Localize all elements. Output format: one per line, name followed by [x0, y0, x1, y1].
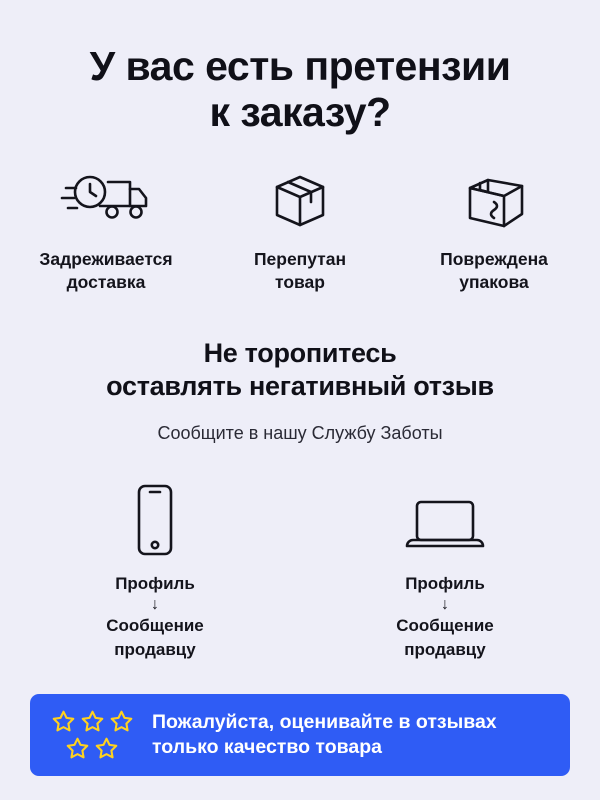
reason-item-damaged-package	[419, 168, 569, 295]
device-steps-desktop: Профиль ↓ Сообщение продавцу	[396, 573, 494, 659]
section-subtitle-line-2: оставлять негативный отзыв	[106, 371, 494, 401]
device-item-desktop	[360, 480, 530, 662]
arrow-down-icon: ↓	[151, 596, 159, 614]
reason-label-delivery: Задреживается доставка	[39, 248, 173, 293]
arrow-down-icon: ↓	[441, 596, 449, 614]
section-subtitle-line-1: Не торопитесь	[203, 338, 397, 369]
device-steps-mobile: Профиль ↓ Сообщение продавцу	[106, 573, 204, 659]
box-icon	[267, 168, 333, 234]
reason-item-wrong-item	[225, 168, 375, 295]
device-item-mobile	[70, 480, 240, 662]
devices-row	[26, 480, 574, 662]
reason-label-damaged-package: Повреждена упакова	[440, 248, 548, 293]
support-note: Сообщите в нашу Службу Заботы	[157, 422, 443, 443]
reason-label-wrong-item: Перепутан товар	[253, 248, 347, 293]
star-icon	[109, 709, 134, 734]
section-subtitle	[106, 337, 494, 403]
damaged-box-icon	[458, 168, 530, 234]
star-icon	[51, 709, 76, 734]
star-icon	[80, 709, 105, 734]
star-icon	[65, 736, 90, 761]
rating-banner-text: Пожалуйста, оценивайте в отзывах только качество товара	[152, 711, 497, 758]
page-title-line-2: к заказу?	[209, 88, 391, 135]
reason-item-delivery	[31, 168, 181, 295]
reasons-row	[26, 168, 574, 295]
stars-group	[46, 709, 138, 761]
smartphone-icon	[131, 480, 179, 558]
star-icon	[94, 736, 119, 761]
page-title-line-1: У вас есть претензии	[89, 43, 511, 89]
delivery-truck-icon	[60, 168, 152, 234]
page-title	[90, 44, 511, 136]
laptop-icon	[401, 480, 489, 558]
rating-banner	[30, 694, 570, 776]
